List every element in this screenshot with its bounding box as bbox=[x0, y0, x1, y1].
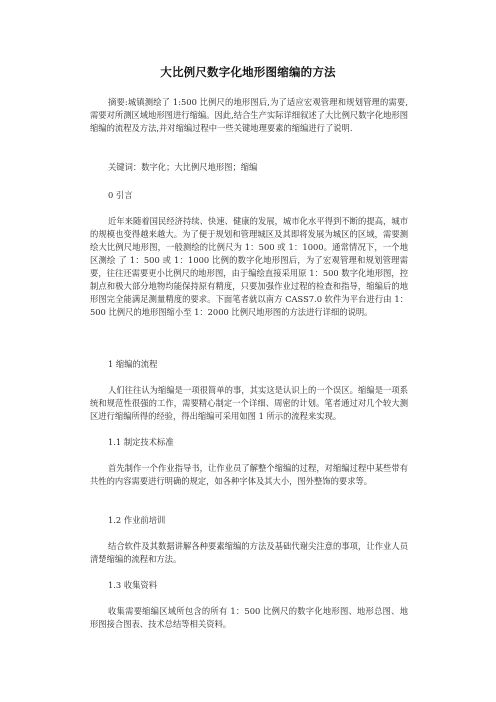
section-heading-1: 1 缩编的流程 bbox=[108, 359, 158, 369]
section-heading-1-2: 1.2 作业前培训 bbox=[108, 515, 166, 525]
section-heading-1-3: 1.3 收集资料 bbox=[108, 580, 158, 590]
abstract-paragraph: 摘要:城镇测绘了 1:500 比例尺的地形图后,为了适应宏观管理和规划管理的需要,需要对所测区域地形图进行缩编。因此,结合生产实际详细叙述了大比例尺数字化地形图缩编的流程及方法,并对缩编过程中一些关键地理要素的缩编进行了说明. bbox=[90, 97, 408, 133]
section-1-1-paragraph: 首先制作一个作业指导书，让作业员了解整个缩编的过程，对缩编过程中某些带有共性的内容需要进行明确的规定，如各种字体及其大小，图外整饰的要求等。 bbox=[90, 463, 408, 486]
section-heading-intro: 0 引言 bbox=[108, 190, 133, 200]
keywords-line: 关键词：数字化；大比例尺地形图；缩编 bbox=[108, 162, 258, 172]
section-1-paragraph: 人们往往认为缩编是一项很简单的事，其实这是认识上的一个误区。缩编是一项系统和规范性很强的工作，需要精心制定一个详细、周密的计划。笔者通过对几个较大测区进行缩编所得的经验，得出缩编可采用如图 1 所示的流程来实现。 bbox=[90, 385, 408, 421]
section-heading-1-1: 1.1 制定技术标准 bbox=[108, 437, 174, 447]
intro-paragraph: 近年来随着国民经济持续、快速、健康的发展，城市化水平得到不断的提高，城市的规模也变得越来越大。为了便于规划和管理城区及其即将发展为城区的区域，需要测绘大比例尺地形图，一般测绘的比例尺为 1：500 或 1：1000。通常情况下，一个地区测绘 了 1：500 或 1：1000 比例的数字化地形图后，为了宏观管理和规划管理需要，往往还需要更小比例尺的地形图，由于编绘直接采用原 1：500 数字化地形图，控制点和极大部分地物均能保持原有精度，只要加强作业过程的检查和指导，缩编后的地形图完全能满足测量精度的要求。下面笔者就以南方 CASS7.0 软件为平台进行由 1：500 比例尺的地形图缩小至 1：2000 比例尺地形图的方法进行详细的说明。 bbox=[90, 216, 408, 317]
section-1-3-paragraph: 收集需要缩编区域所包含的所有 1：500 比例尺的数字化地形图、地形总图、地形图接合图表、技术总结等相关资料。 bbox=[90, 606, 408, 629]
page-title: 大比例尺数字化地形图缩编的方法 bbox=[160, 65, 336, 79]
section-1-2-paragraph: 结合软件及其数据讲解各种要素缩编的方法及基础代谢尖注意的事项，让作业人员清楚缩编的流程和方法。 bbox=[90, 541, 408, 564]
